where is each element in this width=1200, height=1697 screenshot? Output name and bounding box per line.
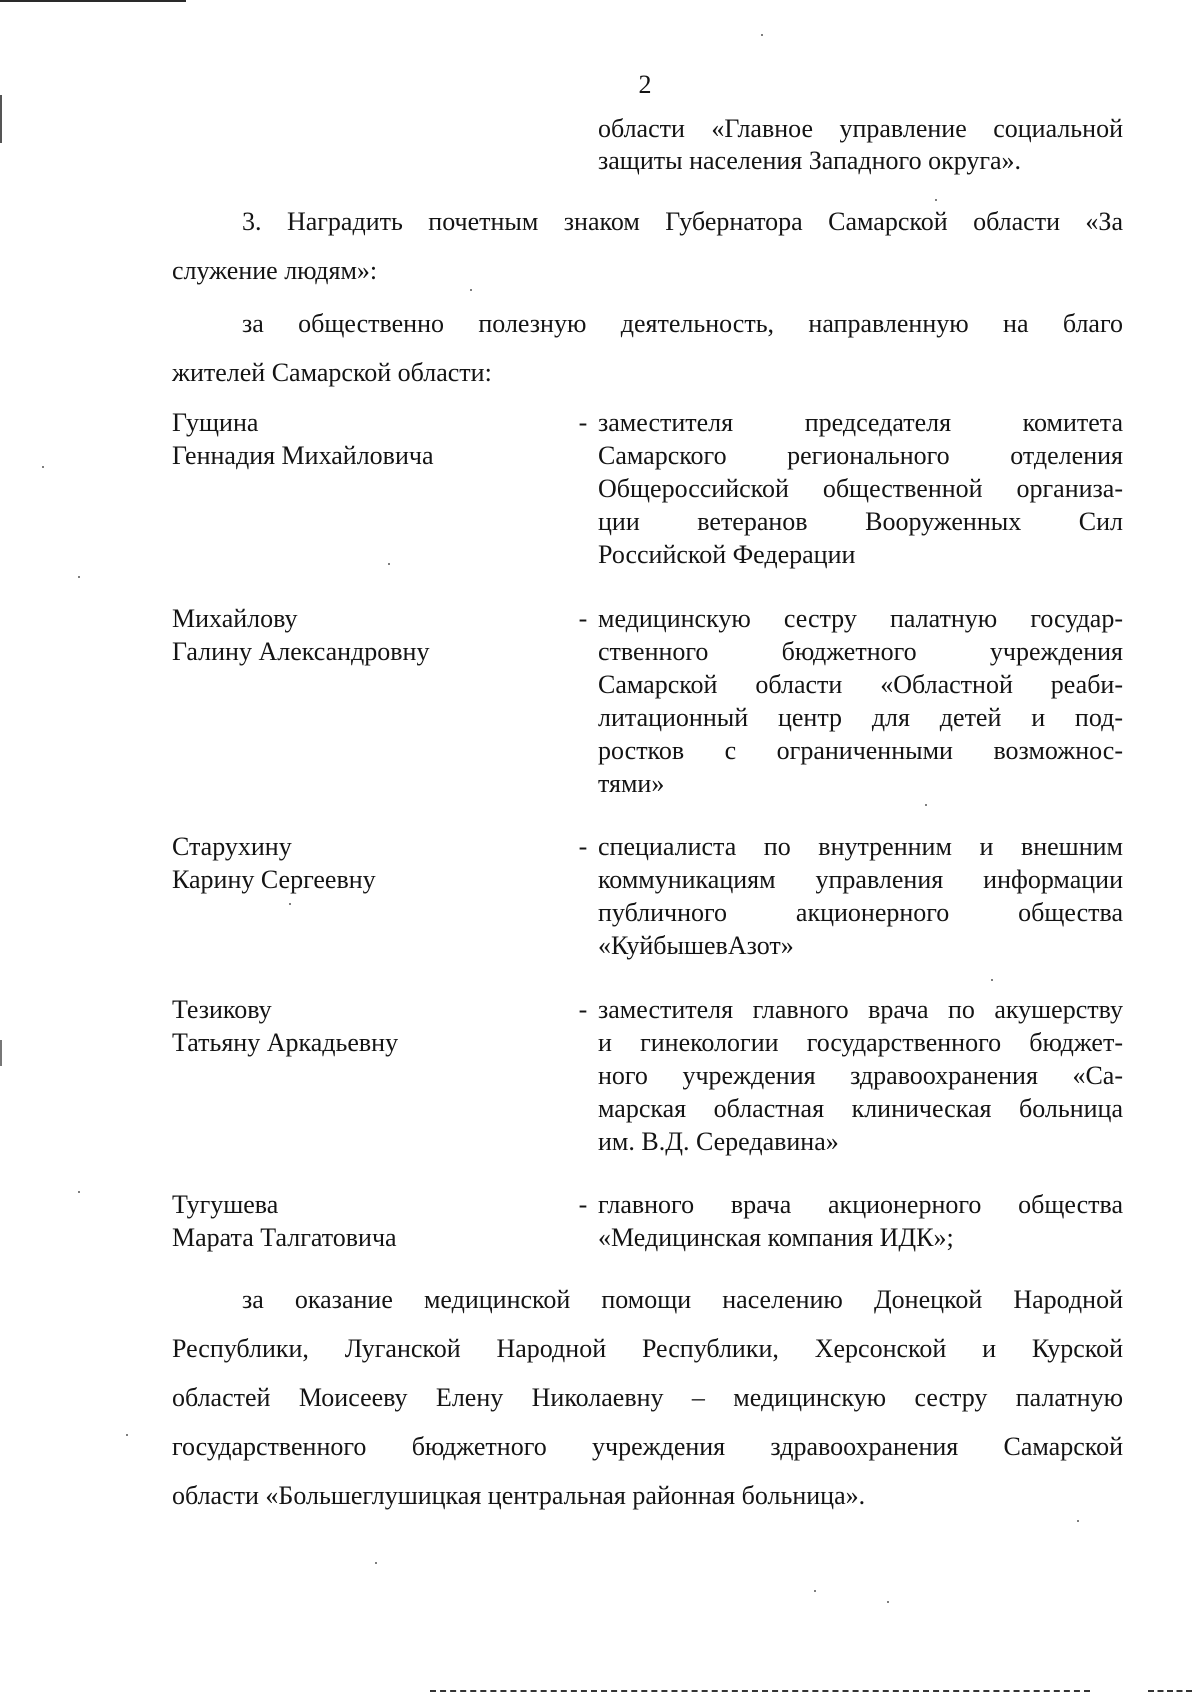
description-line: «Медицинская компания ИДК»; bbox=[598, 1223, 954, 1252]
awardee-name bbox=[172, 602, 562, 668]
scan-edge-top bbox=[0, 0, 186, 2]
description-line: медицинскую сестру палатную государ- bbox=[598, 604, 1123, 633]
awardee-surname: Гущина bbox=[172, 408, 259, 437]
category-2-paragraph bbox=[172, 1284, 1123, 1529]
awardee-given-names: Геннадия Михайловича bbox=[172, 441, 434, 470]
awardee-name bbox=[172, 993, 562, 1059]
scan-speck bbox=[289, 903, 291, 905]
paragraph-line: за оказание медицинской помощи населению Донецкой Народной bbox=[242, 1285, 1123, 1314]
scan-speck bbox=[814, 1590, 816, 1592]
awardee-given-names: Галину Александровну bbox=[172, 637, 430, 666]
description-line: заместителя главного врача по акушерству bbox=[598, 995, 1123, 1024]
scan-speck bbox=[991, 979, 993, 981]
awardee-description bbox=[598, 993, 1123, 1158]
scan-speck bbox=[761, 34, 763, 36]
awardee-dash: - bbox=[578, 408, 588, 437]
awardee-given-names: Татьяну Аркадьевну bbox=[172, 1028, 399, 1057]
description-line: тями» bbox=[598, 769, 665, 798]
paragraph-line: Республики, Луганской Народной Республики, Херсонской и Курской bbox=[172, 1334, 1123, 1363]
awardee-name bbox=[172, 1188, 562, 1254]
awardee-surname: Тугушева bbox=[172, 1190, 279, 1219]
description-line: ции ветеранов Вооруженных Сил bbox=[598, 507, 1123, 536]
description-line: им. В.Д. Середавина» bbox=[598, 1127, 839, 1156]
scan-speck bbox=[375, 1562, 377, 1564]
paragraph-line: служение людям»: bbox=[172, 256, 378, 285]
paragraph-line: областей Моисееву Елену Николаевну – медицинскую сестру палатную bbox=[172, 1383, 1123, 1412]
category-1-heading bbox=[172, 308, 1123, 406]
scan-speck bbox=[1077, 1520, 1079, 1522]
awardee-dash: - bbox=[578, 995, 588, 1024]
description-line: ростков с ограниченными возможнос- bbox=[598, 736, 1123, 765]
description-line: заместителя председателя комитета bbox=[598, 408, 1123, 437]
scan-edge-left bbox=[0, 95, 2, 143]
scan-speck bbox=[470, 289, 472, 291]
awardee-description bbox=[598, 602, 1123, 800]
scan-edge-left-lower bbox=[0, 1040, 2, 1066]
paragraph-line: за общественно полезную деятельность, направленную на благо bbox=[242, 309, 1123, 338]
description-line: и гинекологии государственного бюджет- bbox=[598, 1028, 1123, 1057]
awardee-surname: Тезикову bbox=[172, 995, 272, 1024]
scan-footer-rule bbox=[430, 1690, 1090, 1692]
description-line: литационный центр для детей и под- bbox=[598, 703, 1123, 732]
awardee-dash: - bbox=[578, 832, 588, 861]
description-line: коммуникациям управления информации bbox=[598, 865, 1123, 894]
awardee-surname: Михайлову bbox=[172, 604, 298, 633]
scan-footer-rule bbox=[1148, 1690, 1192, 1692]
continuation-text bbox=[598, 113, 1123, 177]
paragraph-line: 3. Наградить почетным знаком Губернатора Самарской области «За bbox=[242, 207, 1123, 236]
scan-speck bbox=[935, 199, 937, 201]
page-number: 2 bbox=[638, 70, 652, 99]
scan-speck bbox=[42, 466, 44, 468]
paragraph-line: жителей Самарской области: bbox=[172, 358, 492, 387]
awardee-given-names: Марата Талгатовича bbox=[172, 1223, 397, 1252]
description-line: «КуйбышевАзот» bbox=[598, 931, 794, 960]
awardee-description bbox=[598, 1188, 1123, 1254]
scan-speck bbox=[78, 1191, 80, 1193]
awardee-name bbox=[172, 830, 562, 896]
scan-speck bbox=[78, 576, 80, 578]
paragraph-line: области «Большеглушицкая центральная районная больница». bbox=[172, 1481, 866, 1510]
scan-speck bbox=[126, 1434, 128, 1436]
awardee-dash: - bbox=[578, 1190, 588, 1219]
description-line: Самарской области «Областной реаби- bbox=[598, 670, 1123, 699]
description-line: публичного акционерного общества bbox=[598, 898, 1123, 927]
description-line: специалиста по внутренним и внешним bbox=[598, 832, 1123, 861]
awardee-description bbox=[598, 406, 1123, 571]
paragraph-line: государственного бюджетного учреждения здравоохранения Самарской bbox=[172, 1432, 1123, 1461]
awardee-description bbox=[598, 830, 1123, 962]
awardee-surname: Старухину bbox=[172, 832, 292, 861]
description-line: Самарского регионального отделения bbox=[598, 441, 1123, 470]
awardee-name bbox=[172, 406, 562, 472]
description-line: главного врача акционерного общества bbox=[598, 1190, 1123, 1219]
description-line: Общероссийской общественной организа- bbox=[598, 474, 1123, 503]
scan-speck bbox=[388, 563, 390, 565]
description-line: ного учреждения здравоохранения «Са- bbox=[598, 1061, 1123, 1090]
item-3-paragraph bbox=[172, 206, 1123, 304]
description-line: Российской Федерации bbox=[598, 540, 856, 569]
awardee-dash: - bbox=[578, 604, 588, 633]
scan-speck bbox=[925, 804, 927, 806]
scan-speck bbox=[887, 1601, 889, 1603]
description-line: ственного бюджетного учреждения bbox=[598, 637, 1123, 666]
awardee-given-names: Карину Сергеевну bbox=[172, 865, 376, 894]
continuation-line: области «Главное управление социальной bbox=[598, 114, 1123, 143]
continuation-line: защиты населения Западного округа». bbox=[598, 146, 1022, 175]
description-line: марская областная клиническая больница bbox=[598, 1094, 1123, 1123]
